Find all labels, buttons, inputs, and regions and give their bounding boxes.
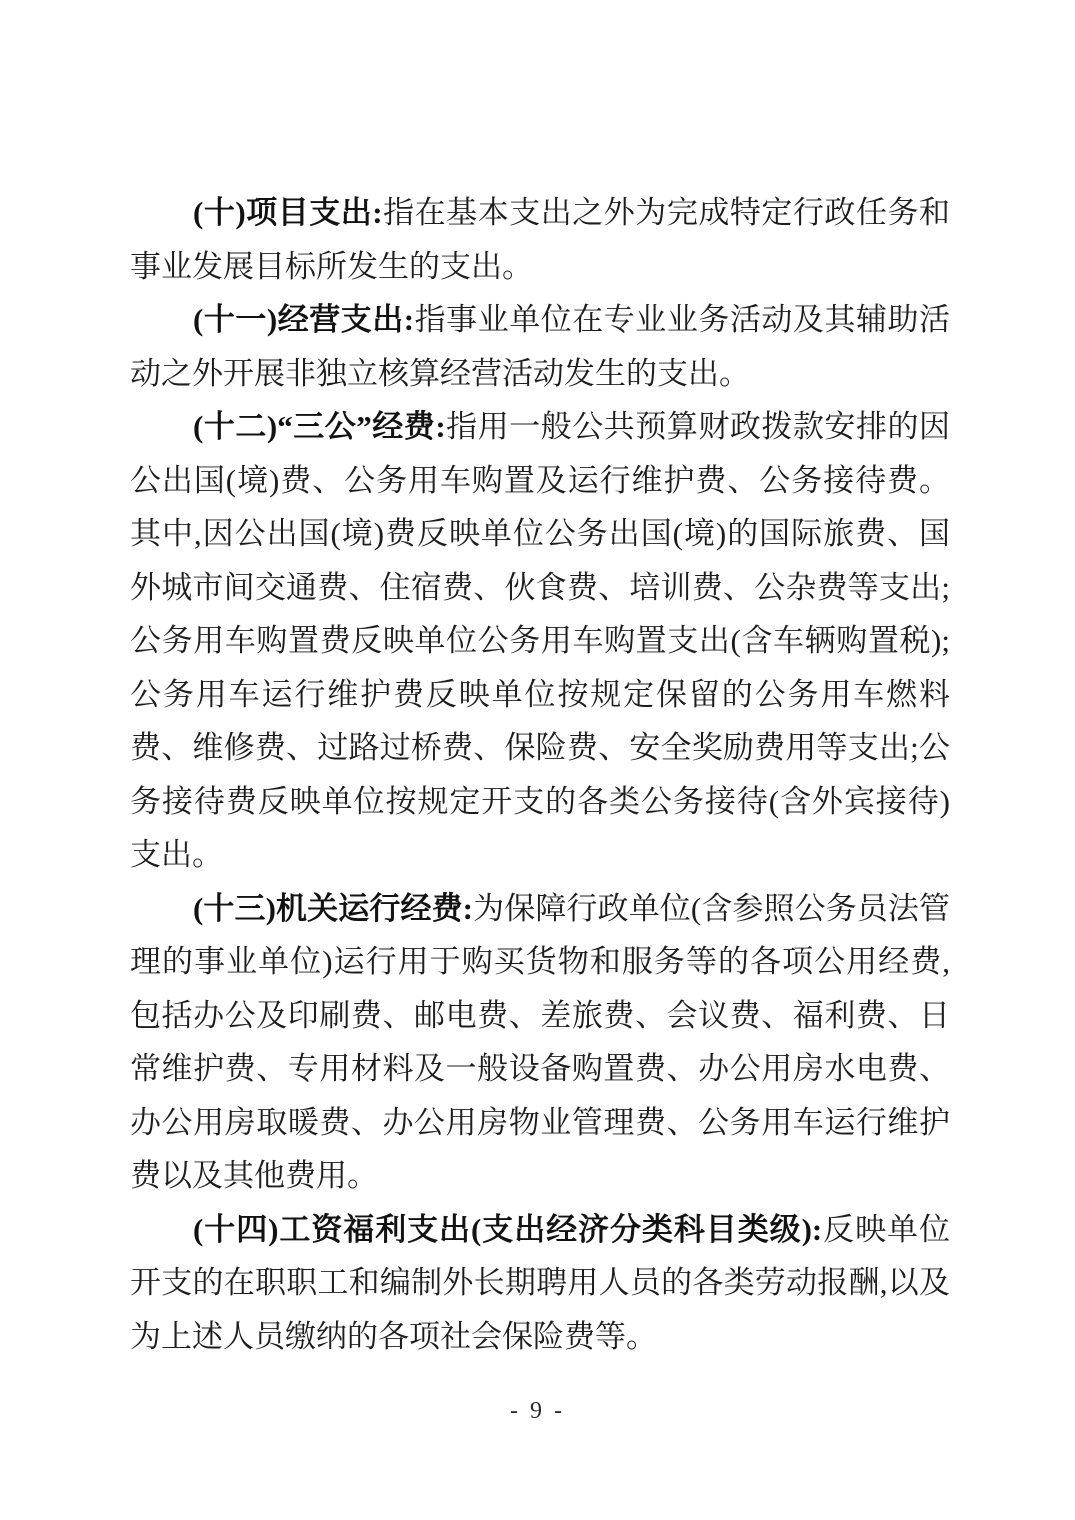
term-paragraph	[130, 1203, 950, 1364]
term-heading: (十)项目支出:	[193, 195, 383, 230]
term-heading: (十四)工资福利支出(支出经济分类科目类级):	[193, 1211, 823, 1247]
term-definition: 指事业单位在专业业务活动及其辅助活动之外开展非独立核算经营活动发生的支出。	[130, 302, 950, 391]
term-heading: (十三)机关运行经费:	[193, 890, 474, 926]
page-number: - 9 -	[510, 1398, 565, 1424]
term-paragraph	[130, 882, 950, 1203]
term-paragraph	[130, 400, 950, 882]
term-definition: 指在基本支出之外为完成特定行政任务和事业发展目标所发生的支出。	[130, 195, 950, 284]
term-paragraph	[130, 293, 950, 400]
term-paragraph	[130, 186, 950, 293]
document-body	[130, 186, 950, 1363]
term-definition: 反映单位开支的在职职工和编制外长期聘用人员的各类劳动报酬,以及为上述人员缴纳的各项社会保险费等。	[130, 1211, 950, 1354]
term-definition: 为保障行政单位(含参照公务员法管理的事业单位)运行用于购买货物和服务等的各项公用经费,包括办公及印刷费、邮电费、差旅费、会议费、福利费、日常维护费、专用材料及一般设备购置费、办公用房水电费、办公用房取暖费、办公用房物业管理费、公务用车运行维护费以及其他费用。	[130, 890, 950, 1193]
term-heading: (十二)“三公”经费:	[193, 409, 446, 444]
term-heading: (十一)经营支出:	[193, 302, 415, 337]
term-definition: 指用一般公共预算财政拨款安排的因公出国(境)费、公务用车购置及运行维护费、公务接待费。其中,因公出国(境)费反映单位公务出国(境)的国际旅费、国外城市间交通费、住宿费、伙食费、培训费、公杂费等支出;公务用车购置费反映单位公务用车购置支出(含车辆购置税);公务用车运行维护费反映单位按规定保留的公务用车燃料费、维修费、过路过桥费、保险费、安全奖励费用等支出;公务接待费反映单位按规定开支的各类公务接待(含外宾接待)支出。	[130, 409, 950, 872]
